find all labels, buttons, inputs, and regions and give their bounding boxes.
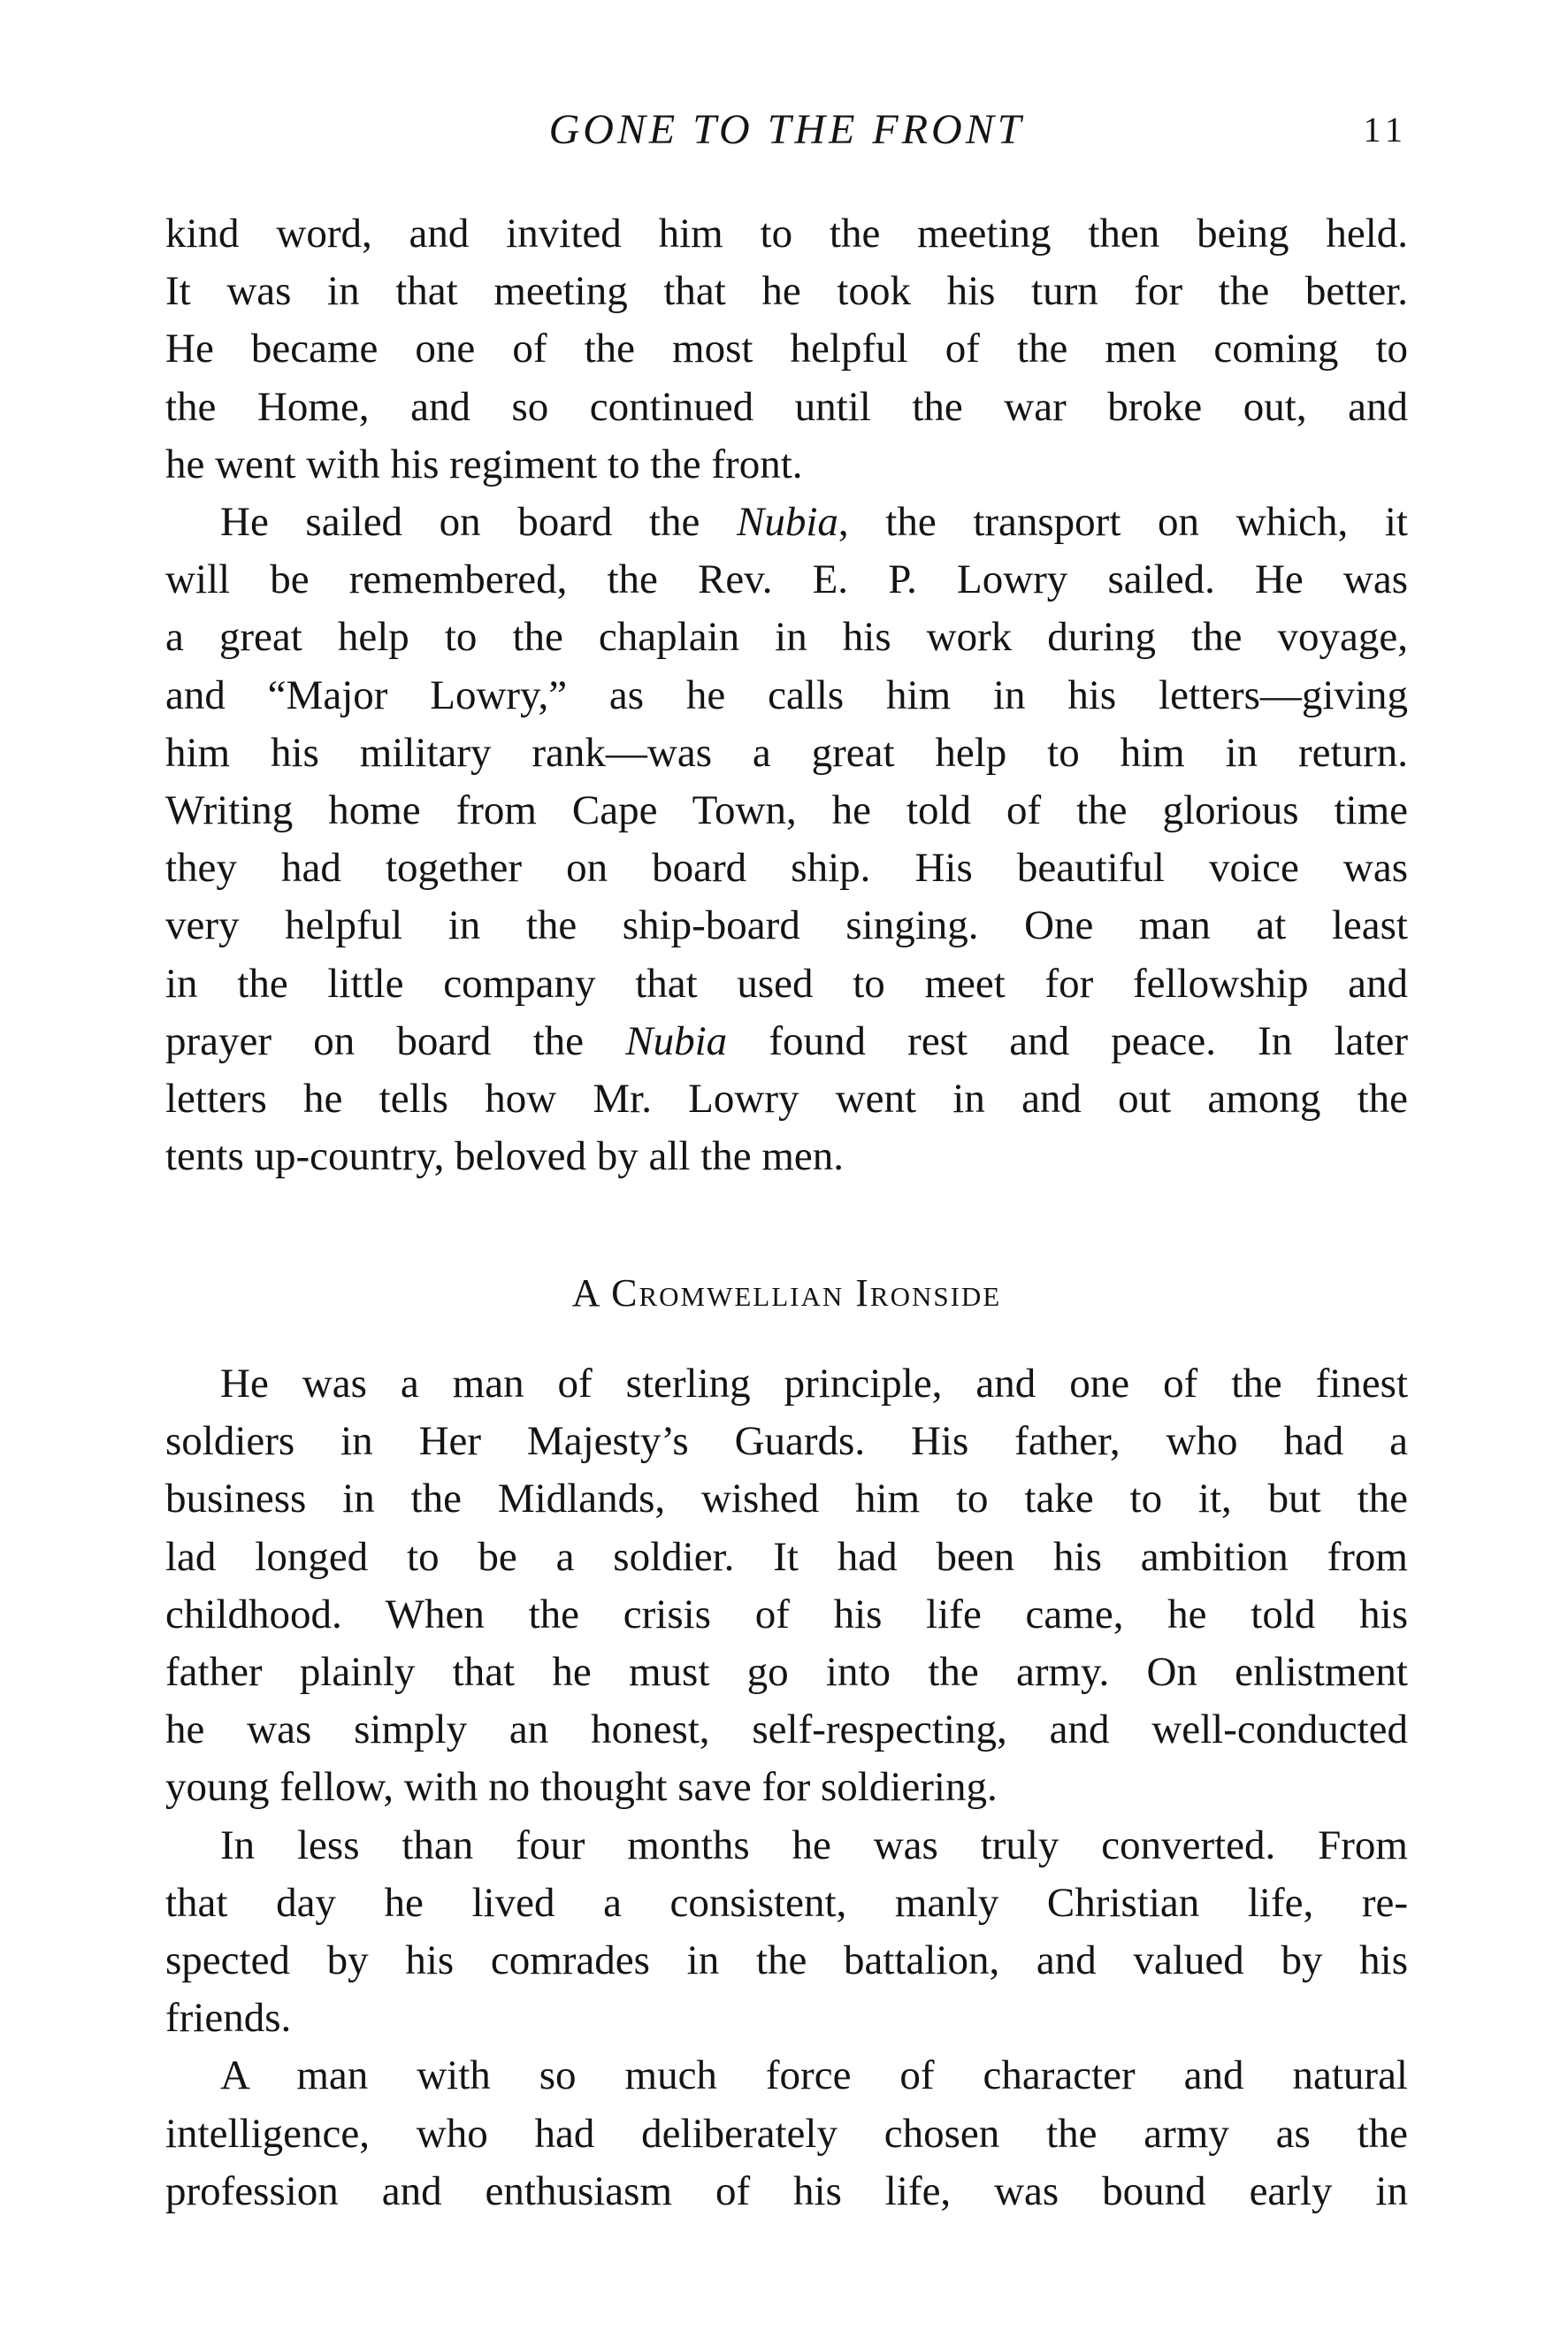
text-line: will be remembered, the Rev. E. P. Lowry sailed. He was xyxy=(165,556,1408,603)
running-head xyxy=(165,99,1408,161)
section-heading: A Cromwellian Ironside xyxy=(571,1271,1002,1315)
text-line: childhood. When the crisis of his life came, he told his xyxy=(165,1591,1408,1637)
text-line: tents up-country, beloved by all the men. xyxy=(165,1133,845,1180)
text-line: spected by his comrades in the battalion, and valued by his xyxy=(165,1937,1408,1984)
ship-name: Nubia xyxy=(625,1017,728,1064)
text-line: and “Major Lowry,” as he calls him in his letters—giving xyxy=(165,671,1408,718)
text-line: him his military rank—was a great help to him in return. xyxy=(165,729,1408,776)
text-line: It was in that meeting that he took his turn for the better. xyxy=(165,268,1408,315)
text-line: kind word, and invited him to the meeting then being held. xyxy=(165,211,1408,257)
text-line: he was simply an honest, self-respecting, and well-conducted xyxy=(165,1706,1408,1753)
running-title: GONE TO THE FRONT xyxy=(548,106,1025,153)
text-line: In less than four months he was truly converted. From xyxy=(220,1821,1408,1868)
text-line xyxy=(165,1013,1408,1070)
text-span: , the transport on which, it xyxy=(838,499,1408,546)
page-number: 11 xyxy=(1363,110,1408,150)
text-line: in the little company that used to meet for fellowship and xyxy=(165,960,1408,1007)
text-line: young fellow, with no thought save for soldiering. xyxy=(165,1764,998,1811)
text-line: He was a man of sterling principle, and one of the finest xyxy=(220,1361,1408,1407)
text-line: lad longed to be a soldier. It had been his ambition from xyxy=(165,1533,1408,1580)
text-line: they had together on board ship. His beautiful voice was xyxy=(165,845,1408,892)
text-line: letters he tells how Mr. Lowry went in and out among the xyxy=(165,1076,1408,1123)
text-span: found rest and peace. In later xyxy=(727,1017,1408,1064)
text-line xyxy=(165,494,1408,551)
text-line: very helpful in the ship-board singing. One man at least xyxy=(165,902,1408,949)
text-line: profession and enthusiasm of his life, was bound early in xyxy=(165,2167,1408,2214)
text-line: soldiers in Her Majesty’s Guards. His father, who had a xyxy=(165,1418,1408,1465)
section-2-body xyxy=(165,1355,1408,2220)
text-line: intelligence, who had deliberately chosen the army as the xyxy=(165,2110,1408,2157)
text-span: He sailed on board the xyxy=(220,499,737,546)
text-line: that day he lived a consistent, manly Christian life, re- xyxy=(165,1879,1408,1926)
text-span: prayer on board the xyxy=(165,1017,626,1064)
text-line: business in the Midlands, wished him to take to it, but the xyxy=(165,1476,1408,1522)
text-line: a great help to the chaplain in his work during the voyage, xyxy=(165,614,1408,661)
section-1-body xyxy=(165,205,1408,1185)
text-line: He became one of the most helpful of the men coming to xyxy=(165,326,1408,372)
ship-name: Nubia xyxy=(736,499,838,546)
text-line: he went with his regiment to the front. xyxy=(165,441,803,487)
text-line: Writing home from Cape Town, he told of the glorious time xyxy=(165,787,1408,834)
text-line: father plainly that he must go into the army. On enlistment xyxy=(165,1649,1408,1696)
text-line: the Home, and so continued until the war broke out, and xyxy=(165,383,1408,430)
text-line: A man with so much force of character and natural xyxy=(220,2052,1408,2099)
text-line: friends. xyxy=(165,1995,292,2042)
